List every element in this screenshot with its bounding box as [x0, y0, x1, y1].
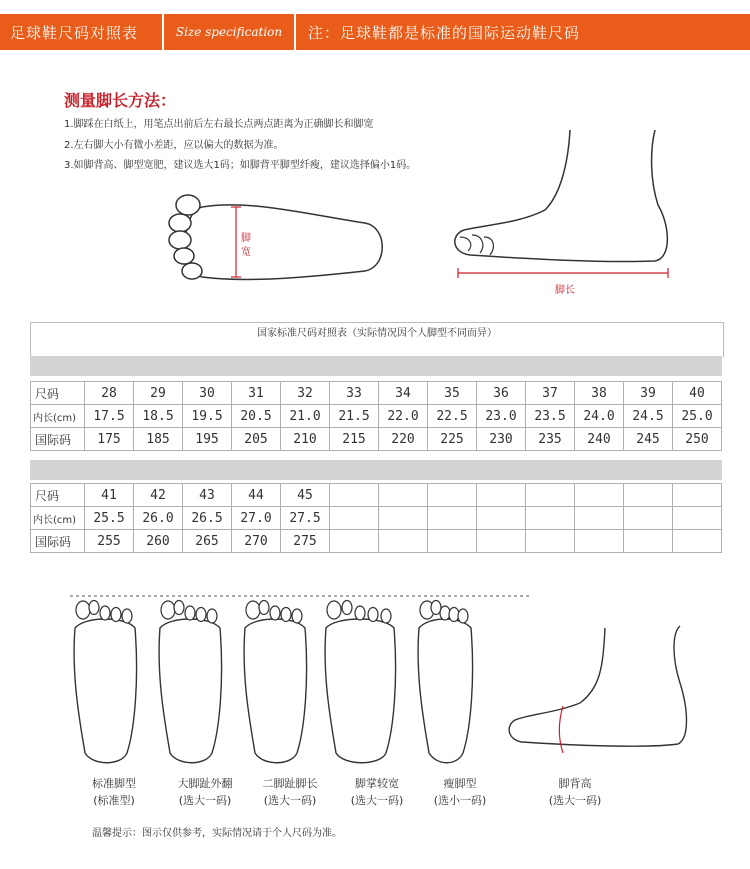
table-cell-intl: 230: [477, 428, 526, 451]
table-cell-length: 26.5: [183, 507, 232, 530]
table-cell-size: 45: [281, 484, 330, 507]
table-cell-size: 32: [281, 382, 330, 405]
toe-outline: [355, 606, 365, 620]
table-cell-intl: 205: [232, 428, 281, 451]
table-cell-size: 43: [183, 484, 232, 507]
table-row-length: [31, 405, 722, 428]
size-table-caption: 国家标准尺码对照表（实际情况因个人脚型不同而异）: [30, 322, 724, 357]
table-cell-length: 23.0: [477, 405, 526, 428]
row-header-size: 尺码: [31, 484, 85, 507]
tip-text: 温馨提示：图示仅供参考，实际情况请于个人尺码为准。: [92, 828, 342, 839]
table-cell-intl: 255: [85, 530, 134, 553]
table-cell-intl: 270: [232, 530, 281, 553]
table-cell-size: 30: [183, 382, 232, 405]
table-cell-size: 34: [379, 382, 428, 405]
table-cell-empty: [477, 530, 526, 553]
table-cell-size: 42: [134, 484, 183, 507]
sole-outline: [244, 619, 306, 763]
table-cell-empty: [477, 484, 526, 507]
foot-side-illustration: [450, 125, 680, 285]
table-cell-size: 44: [232, 484, 281, 507]
table-cell-empty: [673, 530, 722, 553]
table-cell-empty: [477, 507, 526, 530]
table-cell-length: 24.0: [575, 405, 624, 428]
table-row-intl: [31, 530, 722, 553]
row-header-intl: 国际码: [31, 530, 85, 553]
table-cell-size: 38: [575, 382, 624, 405]
toe-outline: [76, 601, 90, 619]
toe-outline: [259, 601, 269, 615]
table-row-length: [31, 507, 722, 530]
table-cell-size: 31: [232, 382, 281, 405]
toe-outline: [281, 608, 291, 622]
table-cell-length: 26.0: [134, 507, 183, 530]
table-cell-size: 35: [428, 382, 477, 405]
size-table-part2: [30, 483, 722, 553]
toe-outline: [111, 608, 121, 622]
table-row-size: [31, 382, 722, 405]
table-cell-length: 17.5: [85, 405, 134, 428]
table-cell-intl: 210: [281, 428, 330, 451]
table-cell-size: 37: [526, 382, 575, 405]
size-table-part1: [30, 381, 722, 451]
foot-sole-illustration: [160, 185, 390, 295]
table-band: [30, 356, 722, 376]
table-cell-empty: [624, 484, 673, 507]
table-cell-intl: 220: [379, 428, 428, 451]
table-cell-length: 20.5: [232, 405, 281, 428]
table-cell-empty: [575, 484, 624, 507]
table-cell-size: 36: [477, 382, 526, 405]
table-cell-empty: [624, 530, 673, 553]
table-cell-size: 41: [85, 484, 134, 507]
toe-outline: [342, 601, 352, 615]
foot-types-illustration: [60, 588, 700, 768]
table-cell-empty: [330, 507, 379, 530]
table-cell-length: 23.5: [526, 405, 575, 428]
table-cell-length: 25.0: [673, 405, 722, 428]
toe-outline: [89, 601, 99, 615]
row-header-length: 内长(cm): [31, 405, 85, 428]
toe-outline: [381, 609, 391, 623]
table-cell-empty: [624, 507, 673, 530]
table-cell-empty: [330, 530, 379, 553]
method-step: 1.脚踩在白纸上，用笔点出前后左右最长点两点距离为正确脚长和脚宽: [64, 119, 374, 130]
foot-type-label: 脚掌较宽 (选大一码): [350, 777, 404, 807]
table-row-size: [31, 484, 722, 507]
toe-outline: [246, 601, 260, 619]
method-step: 3.如脚背高、脚型宽肥，建议选大1码；如脚背平脚型纤瘦，建议选择偏小1码。: [64, 160, 417, 171]
table-cell-length: 21.0: [281, 405, 330, 428]
foot-type-label: 标准脚型 (标准型): [92, 777, 136, 807]
row-header-length: 内长(cm): [31, 507, 85, 530]
table-cell-intl: 245: [624, 428, 673, 451]
table-cell-empty: [673, 484, 722, 507]
table-cell-intl: 185: [134, 428, 183, 451]
table-cell-length: 19.5: [183, 405, 232, 428]
table-cell-length: 22.5: [428, 405, 477, 428]
table-cell-size: 40: [673, 382, 722, 405]
table-cell-size: 28: [85, 382, 134, 405]
foot-type-label: 瘦脚型 (选小一码): [433, 777, 487, 807]
table-cell-intl: 195: [183, 428, 232, 451]
header-title: 足球鞋尺码对照表: [10, 23, 139, 42]
header-subtitle: Size specification: [175, 25, 283, 39]
row-header-intl: 国际码: [31, 428, 85, 451]
table-cell-length: 21.5: [330, 405, 379, 428]
foot-type-label: 脚背高 (选大一码): [548, 777, 602, 807]
toe-outline: [100, 606, 110, 620]
table-cell-length: 27.0: [232, 507, 281, 530]
table-cell-intl: 265: [183, 530, 232, 553]
toe-outline: [327, 601, 341, 619]
toe-outline: [292, 609, 302, 623]
table-cell-empty: [428, 530, 477, 553]
toe-outline: [368, 608, 378, 622]
table-row-intl: [31, 428, 722, 451]
table-cell-size: 33: [330, 382, 379, 405]
table-cell-empty: [379, 507, 428, 530]
table-cell-empty: [673, 507, 722, 530]
table-cell-intl: 235: [526, 428, 575, 451]
toe-outline: [122, 609, 132, 623]
table-cell-intl: 275: [281, 530, 330, 553]
header-bar: [0, 14, 750, 50]
table-cell-intl: 240: [575, 428, 624, 451]
table-cell-empty: [575, 507, 624, 530]
foot-width-label: 脚宽: [241, 233, 251, 258]
table-cell-length: 18.5: [134, 405, 183, 428]
row-header-size: 尺码: [31, 382, 85, 405]
table-cell-size: 29: [134, 382, 183, 405]
sole-outline: [325, 619, 395, 763]
header-note: 注：足球鞋都是标准的国际运动鞋尺码: [308, 23, 581, 42]
foot-type-label: 二脚趾脚长 (选大一码): [262, 777, 318, 807]
sole-outline: [418, 619, 472, 763]
table-cell-length: 22.0: [379, 405, 428, 428]
foot-type-label: 大脚趾外翻 (选大一码): [177, 777, 233, 807]
table-cell-length: 27.5: [281, 507, 330, 530]
table-cell-empty: [575, 530, 624, 553]
table-cell-empty: [526, 484, 575, 507]
table-cell-empty: [330, 484, 379, 507]
table-cell-intl: 175: [85, 428, 134, 451]
table-cell-intl: 250: [673, 428, 722, 451]
toe-outline: [174, 601, 184, 615]
table-cell-empty: [526, 507, 575, 530]
foot-length-label: 脚长: [555, 285, 575, 296]
table-cell-intl: 225: [428, 428, 477, 451]
table-cell-empty: [526, 530, 575, 553]
table-cell-length: 24.5: [624, 405, 673, 428]
toe-outline: [270, 606, 280, 620]
toe-outline: [161, 601, 175, 619]
toe-outline: [458, 609, 468, 623]
table-cell-empty: [379, 484, 428, 507]
sole-outline: [74, 619, 136, 763]
method-step: 2.左右脚大小有微小差距，应以偏大的数据为准。: [64, 140, 284, 151]
table-cell-size: 39: [624, 382, 673, 405]
table-band: [30, 460, 722, 480]
toe-outline: [196, 608, 206, 622]
table-cell-length: 25.5: [85, 507, 134, 530]
table-cell-empty: [379, 530, 428, 553]
toe-outline: [207, 609, 217, 623]
method-title: 测量脚长方法：: [64, 91, 177, 110]
table-cell-empty: [428, 507, 477, 530]
table-cell-intl: 215: [330, 428, 379, 451]
toe-outline: [185, 606, 195, 620]
table-cell-intl: 260: [134, 530, 183, 553]
sole-outline: [159, 619, 221, 763]
table-cell-empty: [428, 484, 477, 507]
